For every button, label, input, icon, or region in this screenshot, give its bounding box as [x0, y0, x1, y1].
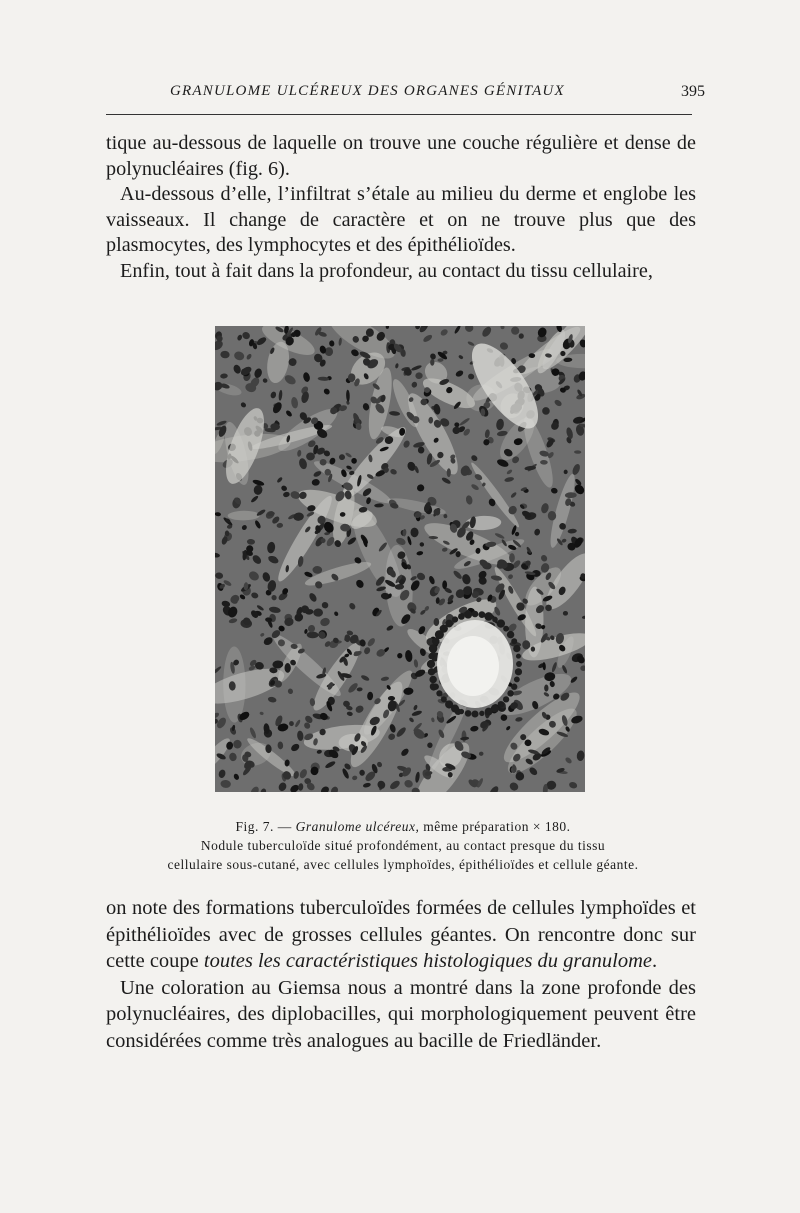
running-title: GRANULOME ULCÉREUX DES ORGANES GÉNITAUX	[170, 83, 565, 99]
caption-label: Fig. 7. —	[235, 819, 292, 834]
page-number: 395	[681, 83, 705, 100]
text-run: on note des formations tuberculoïdes formées de cellules lymphoïdes et épithélioïdes avec de grosses cellules géantes. On rencontre donc sur cette coupe	[106, 897, 696, 972]
micrograph-image	[215, 326, 585, 792]
lower-text	[106, 895, 696, 1054]
page-header	[105, 83, 705, 109]
micrograph-figure	[215, 326, 585, 792]
paragraph	[106, 895, 696, 975]
upper-text	[106, 131, 696, 285]
caption-line-2: Nodule tuberculoïde situé profondément, au contact presque du tissu	[200, 838, 606, 853]
paragraph: Enfin, tout à fait dans la profondeur, au contact du tissu cellulaire,	[120, 259, 653, 282]
caption-line-3: cellulaire sous-cutané, avec cellules lymphoïdes, épithélioïdes et cellule géante.	[167, 857, 639, 872]
paragraph: Une coloration au Giemsa nous a montré dans la zone profonde des polynucléaires, des diplobacilles, qui morphologiquement peuvent être considérées comme très analogues au bacille de Friedländer.	[106, 976, 696, 1052]
header-rule	[106, 114, 692, 115]
figure-caption	[106, 817, 700, 874]
caption-title: Granulome ulcéreux,	[295, 819, 420, 834]
paragraph: tique au-dessous de laquelle on trouve une couche régulière et dense de polynucléaires (fig. 6).	[106, 132, 696, 180]
paragraph: Au-dessous d’elle, l’infiltrat s’étale au milieu du derme et englobe les vaisseaux. Il change de caractère et on ne trouve plus que des plasmocytes, des lymphocytes et des épithélioïdes.	[106, 183, 696, 257]
emphasized-text: toutes les caractéristiques histologiques du granulome	[203, 950, 653, 972]
text-run: .	[652, 950, 658, 972]
caption-magnification: même préparation × 180.	[423, 819, 571, 834]
caption-line-1	[106, 817, 700, 836]
